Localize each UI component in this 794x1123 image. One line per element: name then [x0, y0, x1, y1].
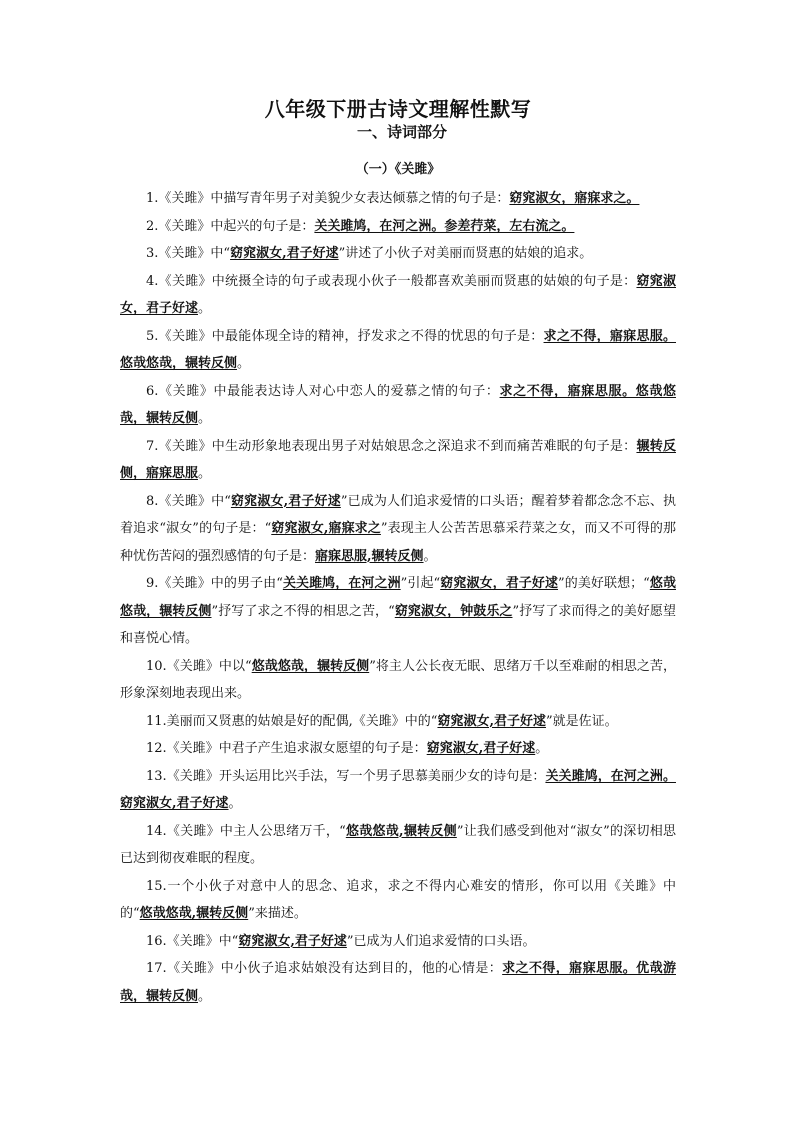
answer-text: 悠哉悠哉，辗转反侧 [251, 658, 370, 674]
question-text: 。 [423, 548, 437, 564]
document-content [120, 96, 676, 1010]
question-text: ”讲述了小伙子对美丽而贤惠的姑娘的追求。 [338, 246, 593, 261]
answer-text: 关关雎鸠，在河之洲 [282, 576, 401, 591]
question-text: 11.美丽而又贤惠的姑娘是好的配偶,《关雎》中的“ [146, 713, 438, 729]
question-item [120, 708, 676, 736]
answer-text: 寤寐思服,辗转反侧 [315, 548, 424, 564]
answer-text: 窈窕淑女,君子好逑 [437, 713, 546, 729]
question-text: ”让我们感受到他对“淑女”的深切相思已达到彻夜难眠的程度。 [120, 823, 676, 866]
question-text: 。 [198, 466, 212, 481]
question-text: ”抒写了求而得之的美好愿望和喜悦心情。 [120, 603, 676, 646]
answer-text: 窈窕淑女，君子好逑 [440, 576, 559, 591]
answer-text: 窈窕淑女，钟鼓乐之 [394, 603, 513, 619]
question-text: 6.《关雎》中最能表达诗人对心中恋人的爱慕之情的句子： [146, 383, 500, 399]
answer-text: 窈窕淑女,寤寐求之 [271, 521, 381, 536]
question-text: 。 [228, 796, 242, 811]
question-text: ”将主人公长夜无眠、思绪万千以至难耐的相思之苦，形象深刻地表现出来。 [120, 658, 676, 701]
question-item [120, 378, 676, 433]
question-text: 。 [198, 411, 212, 426]
question-item [120, 185, 676, 213]
question-text: 7.《关雎》中生动形象地表现出男子对姑娘思念之深追求不到而痛苦难眠的句子是： [146, 438, 637, 454]
question-item [120, 955, 676, 1010]
question-item [120, 213, 676, 241]
question-item [120, 873, 676, 928]
question-item [120, 928, 676, 956]
question-text: 1.《关雎》中描写青年男子对美貌少女表达倾慕之情的句子是： [146, 191, 510, 206]
question-text: 10.《关雎》中以“ [146, 658, 252, 674]
question-item [120, 323, 676, 378]
question-item [120, 433, 676, 488]
answer-text: 求之不得，寤寐思服。优哉游哉，辗转反侧 [120, 961, 676, 1004]
answer-text: 悠哉悠哉,辗转反侧 [139, 906, 249, 921]
question-text: 。 [198, 988, 212, 1004]
answer-text: 关关雎鸠，在河之洲。窈窕淑女,君子好逑 [120, 768, 676, 811]
page-title: 八年级下册古诗文理解性默写 [264, 97, 532, 121]
question-text: 13.《关雎》开头运用比兴手法，写一个男子思慕美丽少女的诗句是： [146, 768, 546, 784]
question-text: 5.《关雎》中最能体现全诗的精神，抒发求之不得的忧思的句子是： [146, 328, 544, 344]
question-text: 16.《关雎》中“ [146, 933, 239, 949]
question-text: 。 [237, 356, 251, 371]
answer-text: 窈窕淑女,君子好逑 [426, 741, 536, 756]
answer-text: 悠哉悠哉，辗转反侧 [120, 576, 676, 619]
question-item [120, 240, 676, 268]
question-text: ”已成为人们追求爱情的口头语；醒着梦着都念念不忘、执着追求“淑女”的句子是：“ [120, 493, 676, 536]
question-text: ”抒写了求之不得的相思之苦，“ [211, 603, 395, 619]
answer-text: 窈窕淑女,君子好逑 [238, 933, 347, 949]
question-item [120, 653, 676, 708]
answer-text: 求之不得，寤寐思服。悠哉悠哉，辗转反侧 [120, 383, 676, 426]
answer-text: 窈窕淑女，寤寐求之。 [509, 191, 640, 206]
question-text: 12.《关雎》中君子产生追求淑女愿望的句子是： [146, 741, 427, 756]
question-item [120, 268, 676, 323]
question-item [120, 488, 676, 571]
question-item [120, 735, 676, 763]
question-text: 。 [535, 741, 549, 756]
question-item [120, 818, 676, 873]
answer-text: 求之不得，寤寐思服。悠哉悠哉，辗转反侧 [120, 328, 676, 371]
answer-text: 窈窕淑女，君子好逑 [120, 273, 676, 316]
question-text: 4.《关雎》中统摄全诗的句子或表现小伙子一般都喜欢美丽而贤惠的姑娘的句子是： [146, 273, 637, 289]
question-text: ”已成为人们追求爱情的口头语。 [346, 933, 536, 949]
part-heading: 一、诗词部分 [356, 123, 447, 141]
answer-text: 关关雎鸠，在河之洲。参差荇菜，左右流之。 [314, 218, 575, 234]
question-text: 15.一个小伙子对意中人的思念、追求，求之不得内心难安的情形，你可以用《关雎》中的“ [120, 878, 676, 921]
answer-text: 窈窕淑女,君子好逑 [230, 246, 339, 261]
question-text: 9.《关雎》中的男子由“ [146, 576, 283, 591]
answer-text: 窈窕淑女,君子好逑 [230, 493, 341, 509]
question-text: ”表现主人公苦苦思慕采荇菜之女，而又不可得的那种忧伤苦闷的强烈感情的句子是： [120, 521, 676, 564]
answer-text: 辗转反侧，寤寐思服 [120, 438, 676, 481]
question-item [120, 763, 676, 818]
question-text: 8.《关雎》中“ [146, 493, 231, 509]
question-list [120, 185, 676, 1010]
section-heading: （一）《关雎》 [355, 162, 441, 177]
answer-text: 悠哉悠哉,辗转反侧 [345, 823, 457, 839]
question-text: ”的美好联想；“ [558, 576, 650, 591]
question-text: ”来描述。 [248, 906, 307, 921]
question-text: 。 [198, 301, 212, 316]
question-text: ”引起“ [400, 576, 441, 591]
question-text: 3.《关雎》中“ [146, 246, 231, 261]
question-item [120, 570, 676, 653]
question-text: 14.《关雎》中主人公思绪万千，“ [146, 823, 346, 839]
question-text: ”就是佐证。 [545, 713, 618, 729]
question-text: 17.《关雎》中小伙子追求姑娘没有达到目的，他的心情是： [146, 961, 503, 976]
question-text: 2.《关雎》中起兴的句子是： [146, 218, 315, 234]
